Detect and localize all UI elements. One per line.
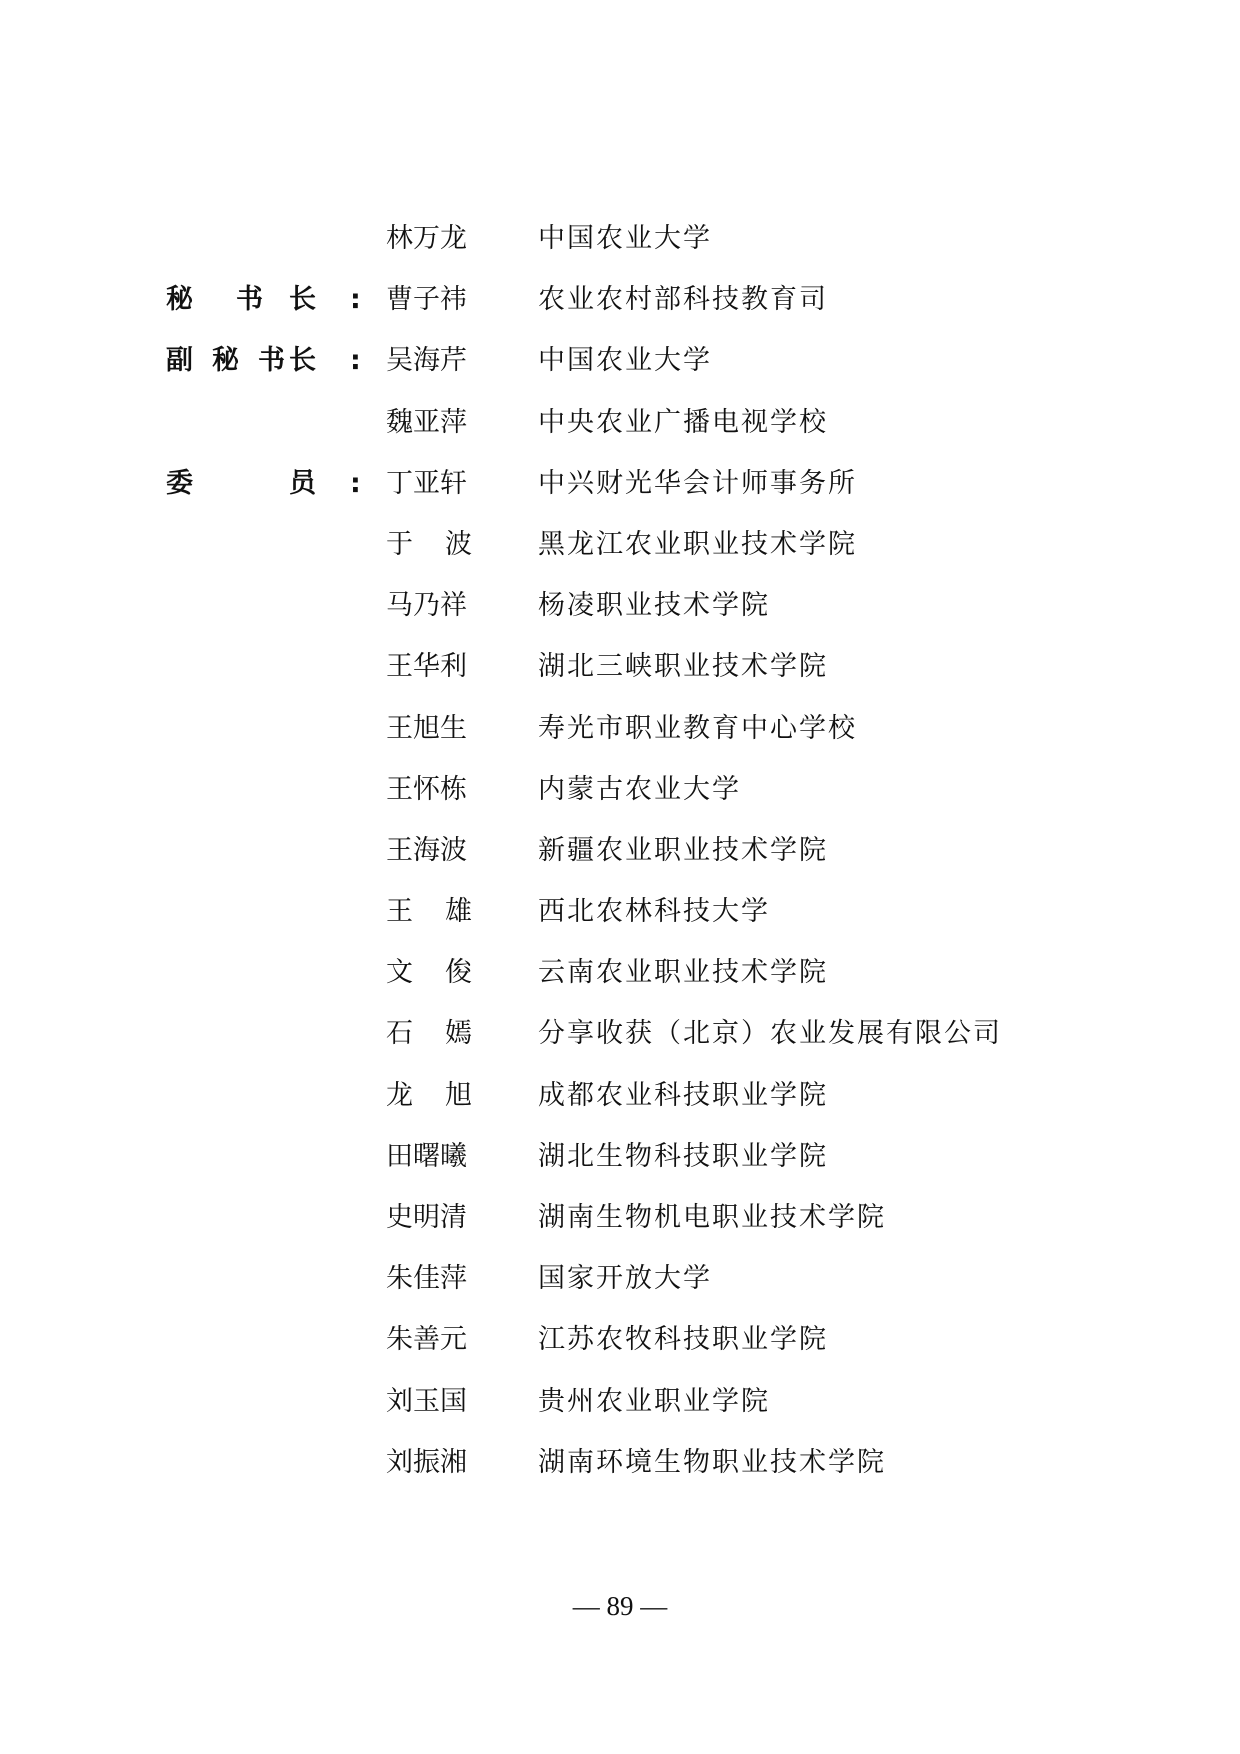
member-name-part: 文: [386, 957, 413, 989]
role-char: 长: [289, 345, 316, 377]
roster-row: [0, 1320, 1240, 1381]
member-name: 吴海芹: [386, 345, 467, 377]
roster-row: [0, 1137, 1240, 1198]
member-organization: 分享收获（北京）农业发展有限公司: [538, 1018, 1002, 1050]
roster-row: [0, 1443, 1240, 1504]
member-name-part: 嫣: [445, 1018, 472, 1050]
roster-row: [0, 831, 1240, 892]
role-colon: :: [350, 345, 361, 377]
member-name-part: 王: [386, 896, 413, 928]
member-name-part: 俊: [445, 957, 472, 989]
role-char: 长: [289, 284, 316, 316]
member-organization: 湖南生物机电职业技术学院: [538, 1202, 886, 1233]
member-organization: 黑龙江农业职业技术学院: [538, 528, 857, 560]
member-organization: 成都农业科技职业学院: [538, 1079, 828, 1111]
member-name: 刘振湘: [386, 1446, 467, 1478]
role-label: [166, 280, 366, 320]
committee-roster: [0, 219, 1240, 1504]
role-char: 书: [236, 284, 263, 316]
roster-row: [0, 525, 1240, 586]
member-organization: 江苏农牧科技职业学院: [538, 1324, 828, 1356]
role-label: [166, 341, 366, 381]
member-organization: 中国农业大学: [538, 345, 712, 377]
roster-row: [0, 1198, 1240, 1259]
roster-row: [0, 1076, 1240, 1137]
member-name: [386, 892, 472, 932]
member-name: 魏亚萍: [386, 406, 467, 438]
member-name: [386, 1076, 472, 1116]
member-name-part: 于: [386, 528, 413, 560]
member-name: 王华利: [386, 651, 467, 683]
member-name: [386, 953, 472, 993]
member-name: [386, 525, 472, 565]
member-organization: 云南农业职业技术学院: [538, 957, 828, 989]
member-name: 丁亚轩: [386, 467, 467, 499]
member-organization: 西北农林科技大学: [538, 896, 770, 928]
member-name: 王海波: [386, 834, 467, 866]
roster-row: [0, 341, 1240, 402]
roster-row: [0, 464, 1240, 525]
roster-row: [0, 403, 1240, 464]
role-char: 秘: [212, 345, 239, 377]
member-organization: 寿光市职业教育中心学校: [538, 712, 857, 744]
roster-row: [0, 1259, 1240, 1320]
member-name: 朱善元: [386, 1324, 467, 1356]
member-organization: 杨凌职业技术学院: [538, 590, 770, 622]
member-organization: 中央农业广播电视学校: [538, 406, 828, 438]
member-name-part: 波: [445, 528, 472, 560]
member-name: 曹子祎: [386, 284, 467, 316]
member-organization: 湖北生物科技职业学院: [538, 1140, 828, 1172]
member-name: 朱佳萍: [386, 1263, 467, 1295]
role-colon: :: [350, 467, 361, 499]
role-char: 书: [258, 345, 285, 377]
role-colon: :: [350, 284, 361, 316]
roster-row: [0, 892, 1240, 953]
member-name: 田曙曦: [386, 1140, 467, 1172]
member-name-part: 旭: [445, 1079, 472, 1111]
roster-row: [0, 1014, 1240, 1075]
member-organization: 内蒙古农业大学: [538, 773, 741, 805]
member-organization: 贵州农业职业学院: [538, 1385, 770, 1417]
role-char: 秘: [166, 284, 193, 316]
member-name: 刘玉国: [386, 1385, 467, 1417]
roster-row: [0, 709, 1240, 770]
member-organization: 中国农业大学: [538, 223, 712, 254]
role-char: 员: [289, 467, 316, 499]
roster-row: [0, 586, 1240, 647]
roster-row: [0, 1382, 1240, 1443]
member-organization: 农业农村部科技教育司: [538, 284, 828, 316]
role-char: 委: [166, 467, 193, 499]
roster-row: [0, 647, 1240, 708]
member-name-part: 龙: [386, 1079, 413, 1111]
member-name: 马乃祥: [386, 590, 467, 622]
roster-row: [0, 280, 1240, 341]
member-organization: 国家开放大学: [538, 1263, 712, 1295]
member-organization: 中兴财光华会计师事务所: [538, 467, 857, 499]
member-name: 王怀栋: [386, 773, 467, 805]
member-name: 王旭生: [386, 712, 467, 744]
roster-row: [0, 219, 1240, 280]
member-name: 林万龙: [386, 223, 467, 254]
roster-row: [0, 953, 1240, 1014]
role-char: 副: [166, 345, 193, 377]
member-organization: 湖北三峡职业技术学院: [538, 651, 828, 683]
member-organization: 湖南环境生物职业技术学院: [538, 1446, 886, 1478]
member-name-part: 雄: [445, 896, 472, 928]
member-name-part: 石: [386, 1018, 413, 1050]
member-name: [386, 1014, 472, 1054]
roster-row: [0, 770, 1240, 831]
page-number: — 89 —: [572, 1591, 668, 1621]
role-label: [166, 464, 366, 504]
member-organization: 新疆农业职业技术学院: [538, 834, 828, 866]
member-name: 史明清: [386, 1202, 467, 1233]
